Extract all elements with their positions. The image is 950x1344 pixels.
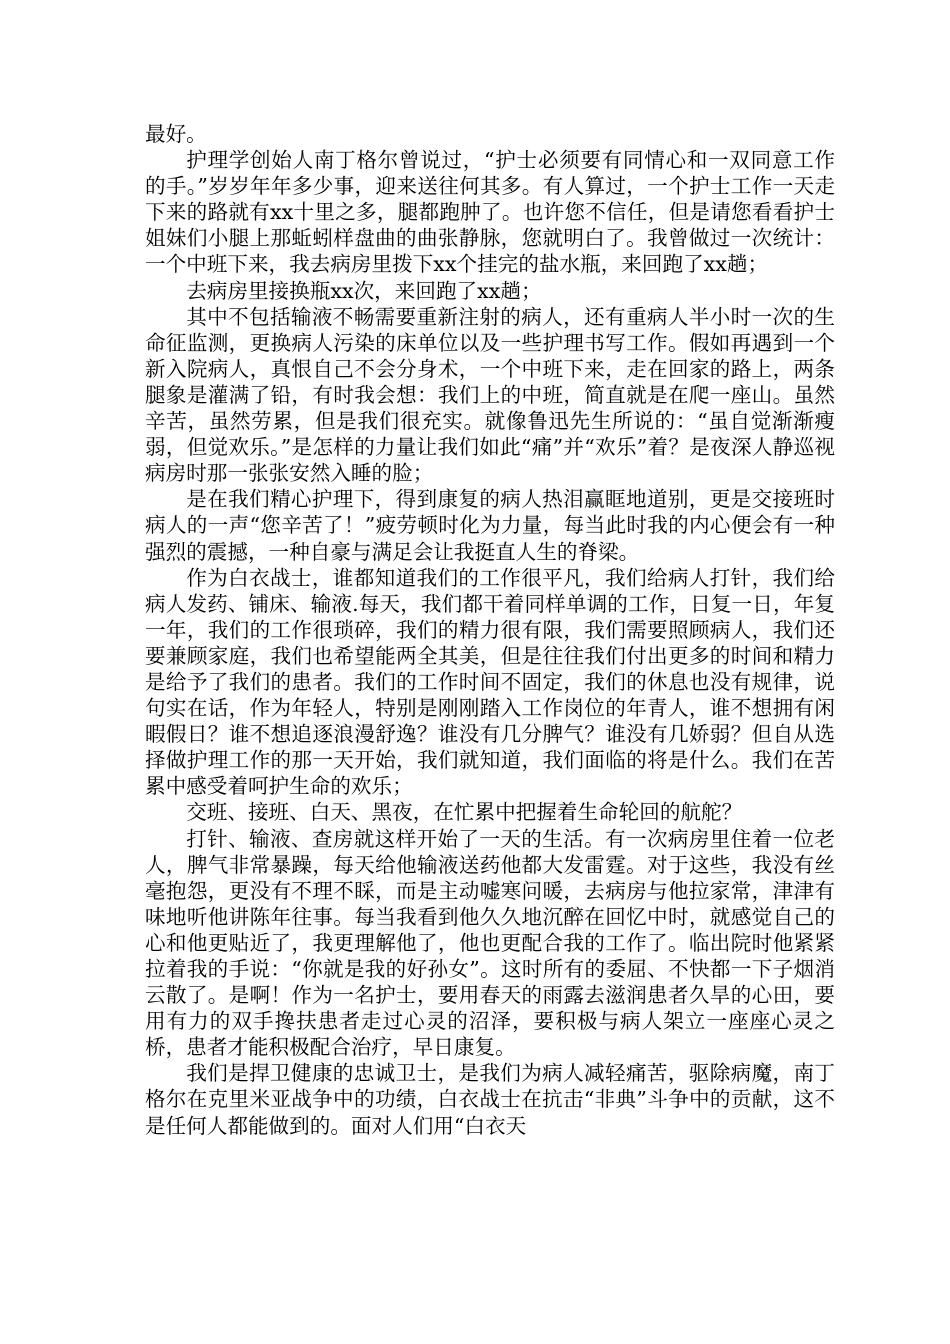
- paragraph-7: 交班、接班、白天、黑夜，在忙累中把握着生命轮回的航舵？: [186, 800, 743, 825]
- paragraph-5: 是在我们精心护理下，得到康复的病人热泪赢眶地道别，更是交接班时病人的一声“您辛苦了！”疲劳顿时化为力量，每当此时我的内心便会有一种强烈的震撼，一种自豪与满足会让我挺直人生的脊梁。: [145, 487, 835, 564]
- paragraph-2: 护理学创始人南丁格尔曾说过，“护士必须要有同情心和一双同意工作的手。”岁岁年年多少事，迎来送往何其多。有人算过，一个护士工作一天走下来的路就有xx十里之多，腿都跑肿了。也许您不信任，但是请您看看护士姐妹们小腿上那蚯蚓样盘曲的曲张静脉，您就明白了。我曾做过一次统计：一个中班下来，我去病房里拨下xx个挂完的盐水瓶，来回跑了xx趟；: [145, 148, 835, 277]
- paragraph-1: 最好。: [145, 122, 207, 146]
- paragraph-9: 我们是捍卫健康的忠诚卫士，是我们为病人减轻痛苦，驱除病魔，南丁格尔在克里米亚战争中的功绩，白衣战士在抗击“非典”斗争中的贡献，这不是任何人都能做到的。面对人们用“白衣天: [145, 1061, 835, 1138]
- paragraph-4: 其中不包括输液不畅需要重新注射的病人，还有重病人半小时一次的生命征监测，更换病人污染的床单位以及一些护理书写工作。假如再遇到一个新入院病人，真恨自己不会分身术，一个中班下来，走在回家的路上，两条腿象是灌满了铅，有时我会想：我们上的中班，简直就是在爬一座山。虽然辛苦，虽然劳累，但是我们很充实。就像鲁迅先生所说的：“虽自觉渐渐瘦弱，但觉欢乐。”是怎样的力量让我们如此“痛”并“欢乐”着？是夜深人静巡视病房时那一张张安然入睡的脸；: [145, 304, 835, 486]
- document-body: [145, 121, 835, 1139]
- paragraph-3: 去病房里接换瓶xx次，来回跑了xx趟；: [186, 278, 542, 303]
- paragraph-8: 打针、输液、查房就这样开始了一天的生活。有一次病房里住着一位老人，脾气非常暴躁，每天给他输液送药他都大发雷霆。对于这些，我没有丝毫抱怨，更没有不理不睬，而是主动嘘寒问暖，去病房与他拉家常，津津有味地听他讲陈年往事。每当我看到他久久地沉醉在回忆中时，就感觉自己的心和他更贴近了，我更理解他了，他也更配合我的工作了。临出院时他紧紧拉着我的手说：“你就是我的好孙女”。这时所有的委屈、不快都一下子烟消云散了。是啊！作为一名护士，要用春天的雨露去滋润患者久旱的心田，要用有力的双手搀扶患者走过心灵的沼泽，要积极与病人架立一座座心灵之桥，患者才能积极配合治疗，早日康复。: [145, 826, 835, 1060]
- paragraph-6: 作为白衣战士，谁都知道我们的工作很平凡，我们给病人打针，我们给病人发药、铺床、输液.每天，我们都干着同样单调的工作，日复一日，年复一年，我们的工作很琐碎，我们的精力很有限，我们需要照顾病人，我们还要兼顾家庭，我们也希望能两全其美，但是往往我们付出更多的时间和精力是给予了我们的患者。我们的工作时间不固定，我们的休息也没有规律，说句实在话，作为年轻人，特别是刚刚踏入工作岗位的年青人，谁不想拥有闲暇假日？谁不想追逐浪漫舒逸？谁没有几分脾气？谁没有几娇弱？但自从选择做护理工作的那一天开始，我们就知道，我们面临的将是什么。我们在苦累中感受着呵护生命的欢乐；: [145, 565, 835, 799]
